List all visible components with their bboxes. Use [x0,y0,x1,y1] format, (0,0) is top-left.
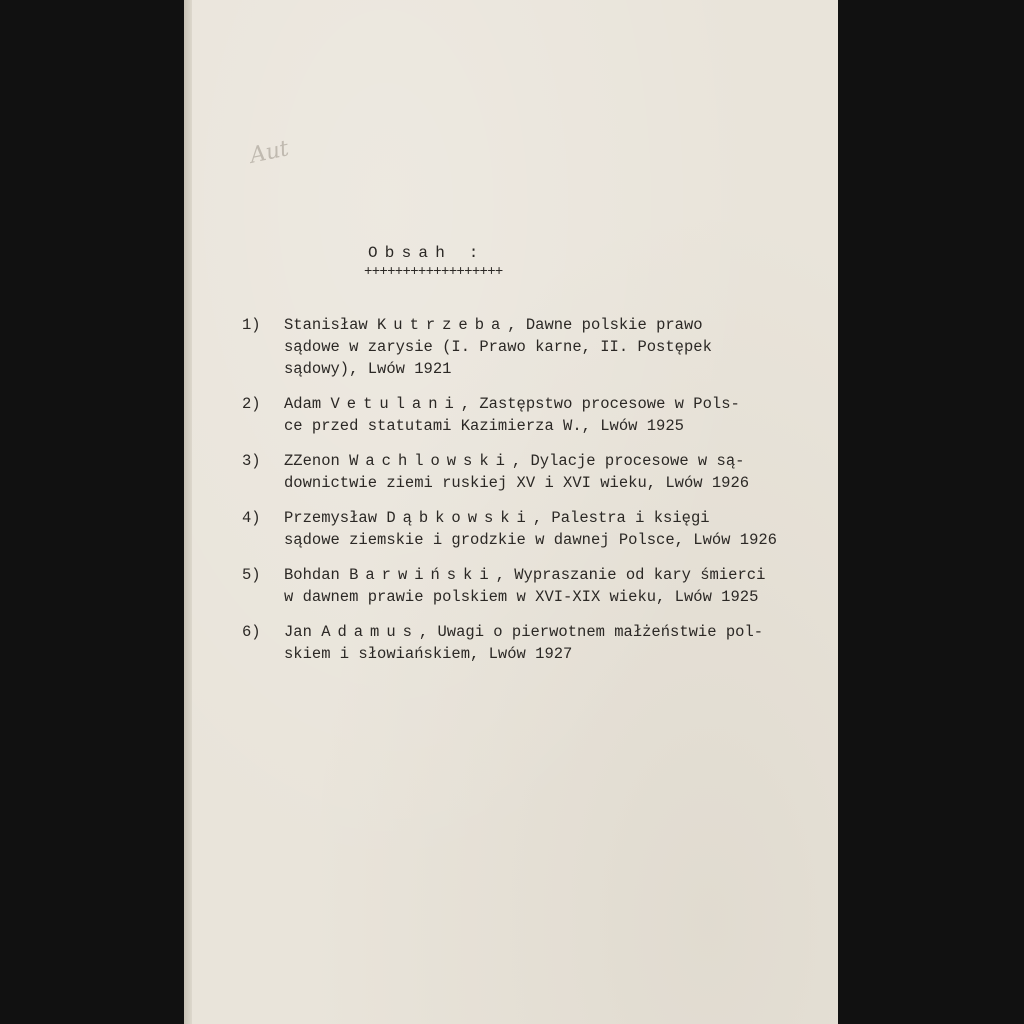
contents-heading: Obsah : [368,244,486,262]
author-surname: Vetulani [330,395,461,413]
entry-title: , Dylacje procesowe w są- downictwie ziemi ruskiej XV i XVI wieku, Lwów 1926 [284,452,750,492]
list-item [242,507,832,551]
entry-number: 1) [242,316,261,334]
entry-title: , Zastępstwo procesowe w Pols- ce przed statutami Kazimierza W., Lwów 1925 [284,395,740,435]
entry-title: , Palestra i księgi sądowe ziemskie i grodzkie w dawnej Polsce, Lwów 1926 [284,509,777,549]
entry-number: 4) [242,509,261,527]
page [192,0,838,1024]
entry-title: , Dawne polskie prawo sądowe w zarysie (I. Prawo karne, II. Postępek sądowy), Lwów 1921 [284,316,712,378]
list-item [242,621,832,665]
entry-number: 5) [242,566,261,584]
list-item [242,564,832,608]
author-first-name: ZZenon [284,452,340,470]
entry-text [284,507,832,551]
entry-text [284,314,832,380]
author-first-name: Adam [284,395,322,413]
entry-text [284,450,832,494]
entry-text [284,621,832,665]
entry-number: 3) [242,452,261,470]
entry-text [284,564,832,608]
heading-underline: ++++++++++++++++++ [364,264,503,280]
contents-list [242,314,832,678]
entry-title: , Wypraszanie od kary śmierci w dawnem prawie polskiem w XVI-XIX wieku, Lwów 1925 [284,566,766,606]
author-surname: Wachlowski [349,452,512,470]
list-item [242,393,832,437]
author-first-name: Stanisław [284,316,368,334]
entry-title: , Uwagi o pierwotnem małżeństwie pol- skiem i słowiańskiem, Lwów 1927 [284,623,764,663]
author-first-name: Bohdan [284,566,340,584]
pencil-annotation: Aut [247,136,292,169]
author-surname: Dąbkowski [386,509,533,527]
author-surname: Adamus [321,623,419,641]
author-first-name: Przemysław [284,509,378,527]
list-item [242,450,832,494]
list-item [242,314,832,380]
entry-number: 2) [242,395,261,413]
author-surname: Kutrzeba [377,316,508,334]
entry-text [284,393,832,437]
entry-number: 6) [242,623,261,641]
author-surname: Barwiński [349,566,496,584]
author-first-name: Jan [284,623,312,641]
